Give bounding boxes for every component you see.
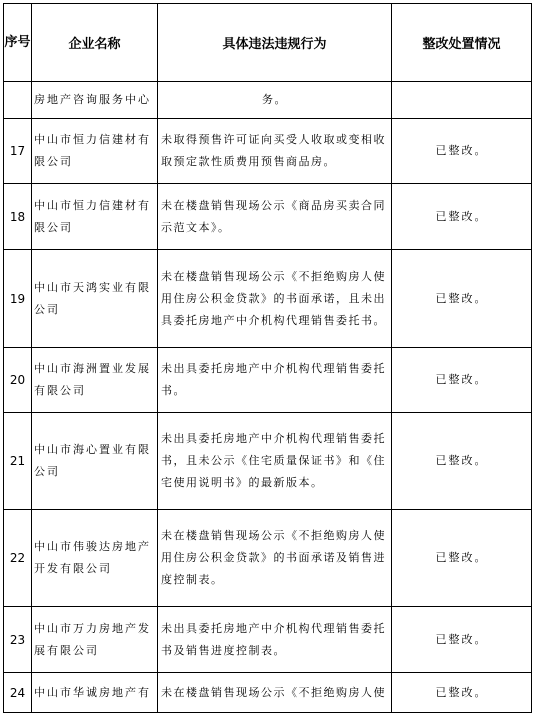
row-number: 18 [4,184,32,250]
status-text: 已整改。 [392,250,532,348]
status-text [392,82,532,119]
status-text: 已整改。 [392,607,532,673]
header-seq: 序号 [4,4,32,82]
row-number: 22 [4,510,32,607]
row-number [4,82,32,119]
violation-text: 未在楼盘销售现场公示《商品房买卖合同示范文本》。 [158,184,392,250]
status-text: 已整改。 [392,184,532,250]
status-text: 已整改。 [392,510,532,607]
company-name: 中山市恒力信建材有限公司 [32,184,158,250]
status-text: 已整改。 [392,119,532,184]
table-row [4,119,532,184]
row-number: 24 [4,673,32,713]
violation-text: 未出具委托房地产中介机构代理销售委托书及销售进度控制表。 [158,607,392,673]
status-text: 已整改。 [392,413,532,510]
company-name: 中山市伟骏达房地产开发有限公司 [32,510,158,607]
table-row [4,413,532,510]
violation-text: 未出具委托房地产中介机构代理销售委托书，且未公示《住宅质量保证书》和《住宅使用说明书》的最新版本。 [158,413,392,510]
table-row [4,673,532,713]
header-company: 企业名称 [32,4,158,82]
company-name: 中山市天鸿实业有限公司 [32,250,158,348]
company-name: 中山市华诚房地产有 [32,673,158,713]
table-row [4,510,532,607]
violation-text: 未在楼盘销售现场公示《不拒绝购房人使用住房公积金贷款》的书面承诺，且未出具委托房地产中介机构代理销售委托书。 [158,250,392,348]
violation-text: 未出具委托房地产中介机构代理销售委托书。 [158,348,392,413]
row-number: 20 [4,348,32,413]
table-row-continued [4,82,532,119]
row-number: 17 [4,119,32,184]
table-row [4,607,532,673]
status-text: 已整改。 [392,673,532,713]
company-name: 中山市万力房地产发展有限公司 [32,607,158,673]
header-row [4,4,532,82]
row-number: 23 [4,607,32,673]
table-row [4,184,532,250]
row-number: 21 [4,413,32,510]
violation-text: 未取得预售许可证向买受人收取或变相收取预定款性质费用预售商品房。 [158,119,392,184]
company-name: 中山市海洲置业发展有限公司 [32,348,158,413]
violation-text: 未在楼盘销售现场公示《不拒绝购房人使 [158,673,392,713]
company-name: 中山市恒力信建材有限公司 [32,119,158,184]
company-name: 房地产咨询服务中心 [32,82,158,119]
violations-table [3,3,532,713]
table-row [4,250,532,348]
violation-text: 未在楼盘销售现场公示《不拒绝购房人使用住房公积金贷款》的书面承诺及销售进度控制表。 [158,510,392,607]
table-row [4,348,532,413]
status-text: 已整改。 [392,348,532,413]
header-violation: 具体违法违规行为 [158,4,392,82]
company-name: 中山市海心置业有限公司 [32,413,158,510]
violation-text: 务。 [158,82,392,119]
row-number: 19 [4,250,32,348]
header-status: 整改处置情况 [392,4,532,82]
